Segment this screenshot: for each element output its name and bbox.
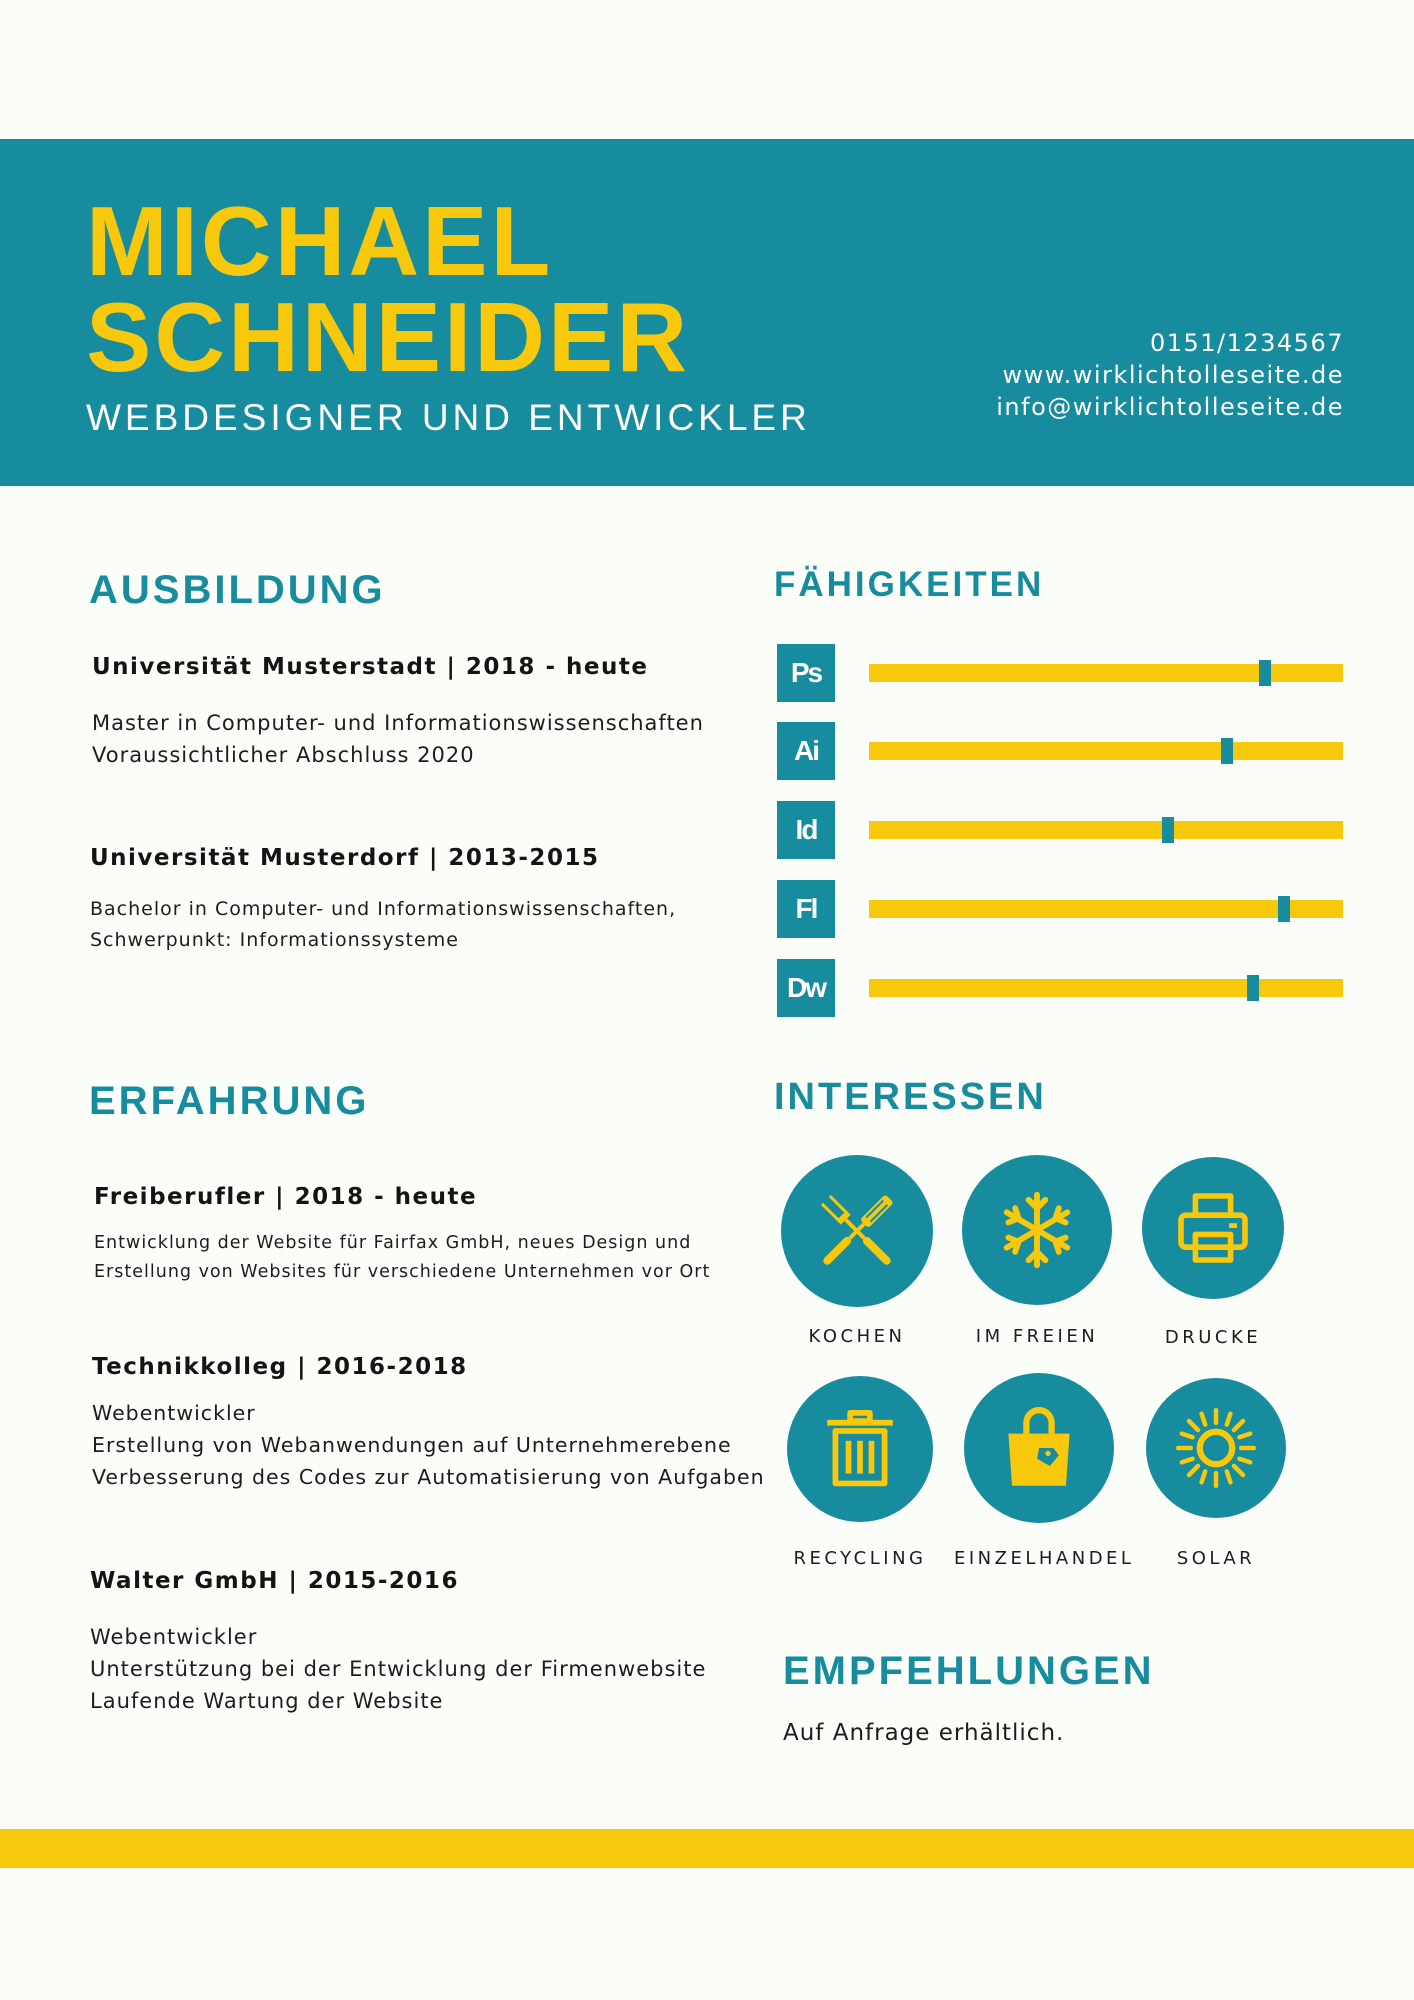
experience-entry-line: Webentwickler — [90, 1625, 258, 1649]
interest-label: RECYCLING — [793, 1548, 927, 1569]
education-title: AUSBILDUNG — [89, 568, 386, 612]
skill-level-marker — [1278, 896, 1290, 922]
references-text: Auf Anfrage erhältlich. — [783, 1720, 1065, 1746]
education-entry-line: Master in Computer- und Informationswissenschaften — [92, 711, 704, 735]
contact-phone: 0151/1234567 — [1149, 329, 1344, 357]
experience-title: ERFAHRUNG — [89, 1079, 370, 1123]
interest-outdoors — [952, 1155, 1122, 1347]
job-title: WEBDESIGNER UND ENTWICKLER — [86, 397, 811, 438]
skill-level-marker — [1221, 738, 1233, 764]
experience-entry-line: Unterstützung bei der Entwicklung der Firmenwebsite — [90, 1657, 707, 1681]
footer-band — [0, 1829, 1414, 1868]
education-entry-body — [92, 707, 704, 771]
interest-retail — [954, 1373, 1135, 1569]
contact-website: www.wirklichtolleseite.de — [1002, 361, 1344, 389]
photoshop-icon: Ps — [777, 644, 835, 702]
skill-bar — [869, 979, 1343, 997]
experience-entry-body — [94, 1229, 710, 1287]
skill-row-photoshop — [777, 644, 1343, 702]
skill-row-illustrator — [777, 722, 1343, 780]
interest-label: SOLAR — [1176, 1548, 1256, 1569]
utensils-icon — [781, 1155, 933, 1307]
skill-row-dreamweaver — [777, 959, 1343, 1017]
indesign-icon: Id — [777, 801, 835, 859]
skill-level-marker — [1259, 660, 1271, 686]
flash-icon: Fl — [777, 880, 835, 938]
illustrator-icon: Ai — [777, 722, 835, 780]
interest-recycling — [775, 1376, 945, 1569]
education-entry-line: Voraussichtlicher Abschluss 2020 — [92, 743, 475, 767]
trash-icon — [787, 1376, 933, 1522]
experience-entry-line: Erstellung von Webanwendungen auf Unternehmerebene — [92, 1433, 732, 1457]
education-entry-body — [90, 894, 676, 956]
interest-label: DRUCKE — [1164, 1327, 1262, 1348]
skill-bar — [869, 664, 1343, 682]
last-name: SCHNEIDER — [86, 282, 691, 392]
snowflake-icon — [962, 1155, 1112, 1305]
experience-entry-body — [92, 1397, 765, 1493]
experience-entry-heading: Technikkolleg | 2016-2018 — [92, 1354, 468, 1380]
skill-level-marker — [1162, 817, 1174, 843]
interest-label: IM FREIEN — [975, 1326, 1099, 1347]
experience-entry-line: Webentwickler — [92, 1401, 256, 1425]
experience-entry-line: Laufende Wartung der Website — [90, 1689, 444, 1713]
skill-row-indesign — [777, 801, 1343, 859]
experience-entry-line: Erstellung von Websites für verschiedene Unternehmen vor Ort — [94, 1262, 711, 1282]
references-title: EMPFEHLUNGEN — [783, 1649, 1155, 1693]
experience-entry-heading: Freiberufler | 2018 - heute — [94, 1184, 478, 1210]
skill-bar — [869, 742, 1343, 760]
shopping-bag-icon — [964, 1373, 1114, 1523]
education-entry-heading: Universität Musterdorf | 2013-2015 — [90, 845, 600, 871]
contact-email: info@wirklichtolleseite.de — [996, 393, 1344, 421]
experience-entry-heading: Walter GmbH | 2015-2016 — [90, 1568, 459, 1594]
experience-entry-line: Entwicklung der Website für Fairfax GmbH, neues Design und — [94, 1233, 692, 1253]
interest-prints — [1128, 1157, 1298, 1348]
education-entry-line: Schwerpunkt: Informationssysteme — [90, 929, 459, 951]
interests-title: INTERESSEN — [774, 1076, 1047, 1118]
dreamweaver-icon: Dw — [777, 959, 835, 1017]
skills-title: FÄHIGKEITEN — [774, 565, 1045, 604]
sun-icon — [1146, 1378, 1286, 1518]
experience-entry-body — [90, 1621, 706, 1717]
skill-bar — [869, 821, 1343, 839]
first-name: MICHAEL — [86, 186, 554, 296]
interest-solar — [1131, 1378, 1301, 1569]
skill-bar — [869, 900, 1343, 918]
interest-cooking — [772, 1155, 942, 1347]
education-entry-heading: Universität Musterstadt | 2018 - heute — [92, 654, 649, 680]
skill-row-flash — [777, 880, 1343, 938]
education-entry-line: Bachelor in Computer- und Informationswissenschaften, — [90, 898, 677, 920]
printer-icon — [1142, 1157, 1284, 1299]
interest-label: EINZELHANDEL — [954, 1548, 1135, 1569]
skill-level-marker — [1247, 975, 1259, 1001]
experience-entry-line: Verbesserung des Codes zur Automatisierung von Aufgaben — [92, 1465, 765, 1489]
interest-label: KOCHEN — [808, 1326, 906, 1347]
